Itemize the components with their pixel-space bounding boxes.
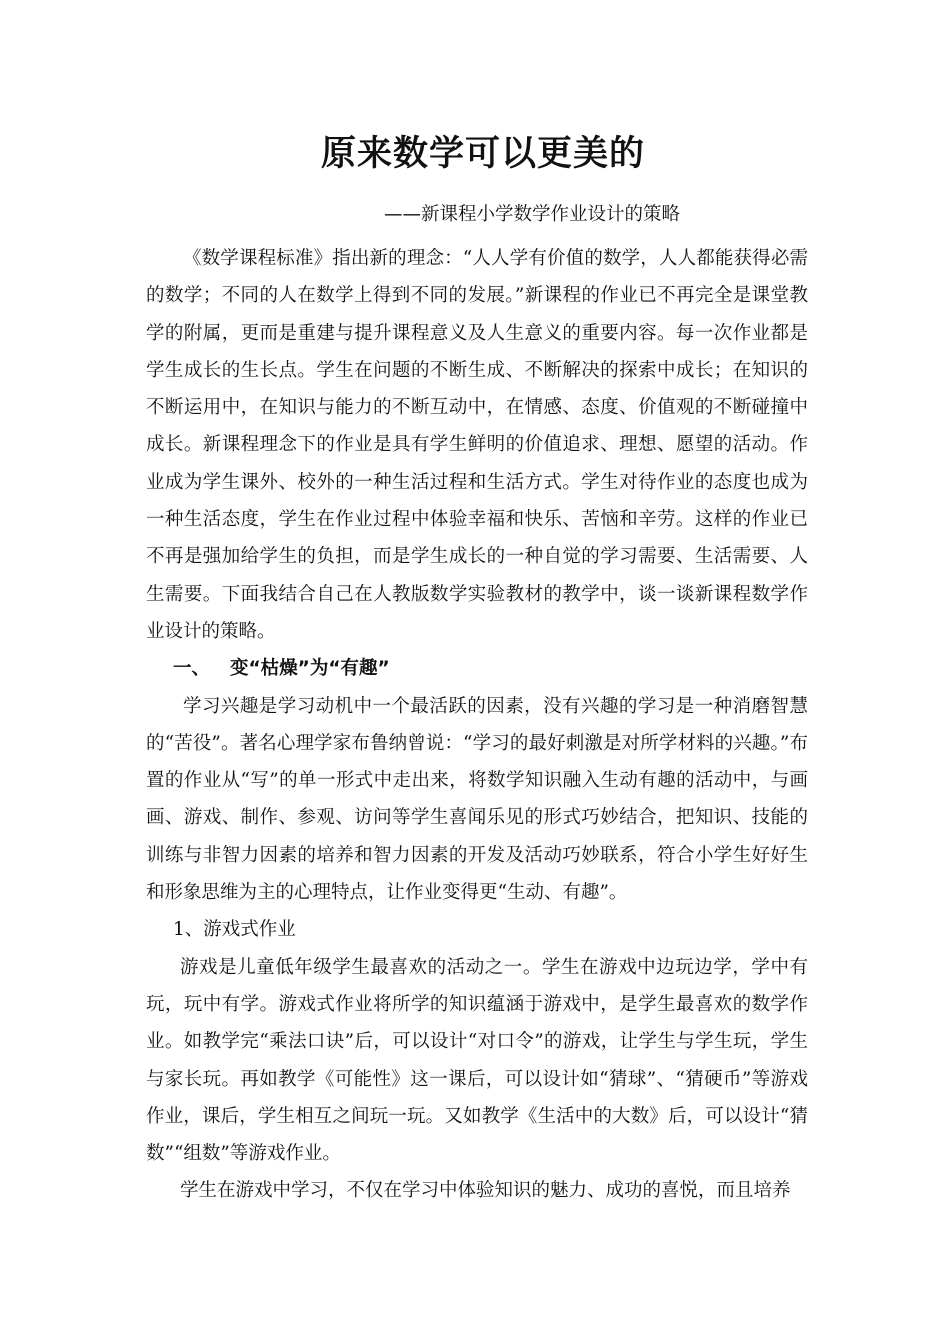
subsection-heading: 1、游戏式作业 xyxy=(173,919,296,941)
games-paragraph-continued: 学生在游戏中学习，不仅在学习中体验知识的魅力、成功的喜悦，而且培养 xyxy=(180,1180,791,1202)
document-subtitle: ——新课程小学数学作业设计的策略 xyxy=(384,204,681,225)
section-paragraph: 学习兴趣是学习动机中一个最活跃的因素，没有兴趣的学习是一种消磨智慧的“苦役”。著名心理学家布鲁纳曾说：“学习的最好刺激是对所学材料的兴趣。”布置的作业从“写”的单一形式中走出来，将数学知识融入生动有趣的活动中，与画画、游戏、制作、参观、访问等学生喜闻乐见的形式巧妙结合，把知识、技能的训练与非智力因素的培养和智力因素的开发及活动巧妙联系，符合小学生好好生和形象思维为主的心理特点，让作业变得更“生动、有趣”。 xyxy=(146,695,808,904)
document-body xyxy=(146,240,808,1210)
section-number: 一、 xyxy=(173,658,211,680)
games-paragraph: 游戏是儿童低年级学生最喜欢的活动之一。学生在游戏中边玩边学，学中有玩，玩中有学。游戏式作业将所学的知识蕴涵于游戏中，是学生最喜欢的数学作业。如教学完“乘法口诀”后，可以设计“对口令”的游戏，让学生与学生玩，学生与家长玩。再如教学《可能性》这一课后，可以设计如“猜球”、“猜硬币”等游戏作业，课后，学生相互之间玩一玩。又如教学《生活中的大数》后，可以设计“猜数”“组数”等游戏作业。 xyxy=(146,956,808,1165)
intro-paragraph: 《数学课程标准》指出新的理念：“人人学有价值的数学，人人都能获得必需的数学；不同的人在数学上得到不同的发展。”新课程的作业已不再完全是课堂教学的附属，更而是重建与提升课程意义及人生意义的重要内容。每一次作业都是学生成长的生长点。学生在问题的不断生成、不断解决的探索中成长；在知识的不断运用中，在知识与能力的不断互动中，在情感、态度、价值观的不断碰撞中成长。新课程理念下的作业是具有学生鲜明的价值追求、理想、愿望的活动。作业成为学生课外、校外的一种生活过程和生活方式。学生对待作业的态度也成为一种生活态度，学生在作业过程中体验幸福和快乐、苦恼和辛劳。这样的作业已不再是强加给学生的负担，而是学生成长的一种自觉的学习需要、生活需要、人生需要。下面我结合自己在人教版数学实验教材的教学中，谈一谈新课程数学作业设计的策略。 xyxy=(146,248,808,642)
document-title: 原来数学可以更美的 xyxy=(320,134,645,174)
section-title: 变“枯燥”为“有趣” xyxy=(230,658,390,680)
section-heading xyxy=(146,650,808,687)
